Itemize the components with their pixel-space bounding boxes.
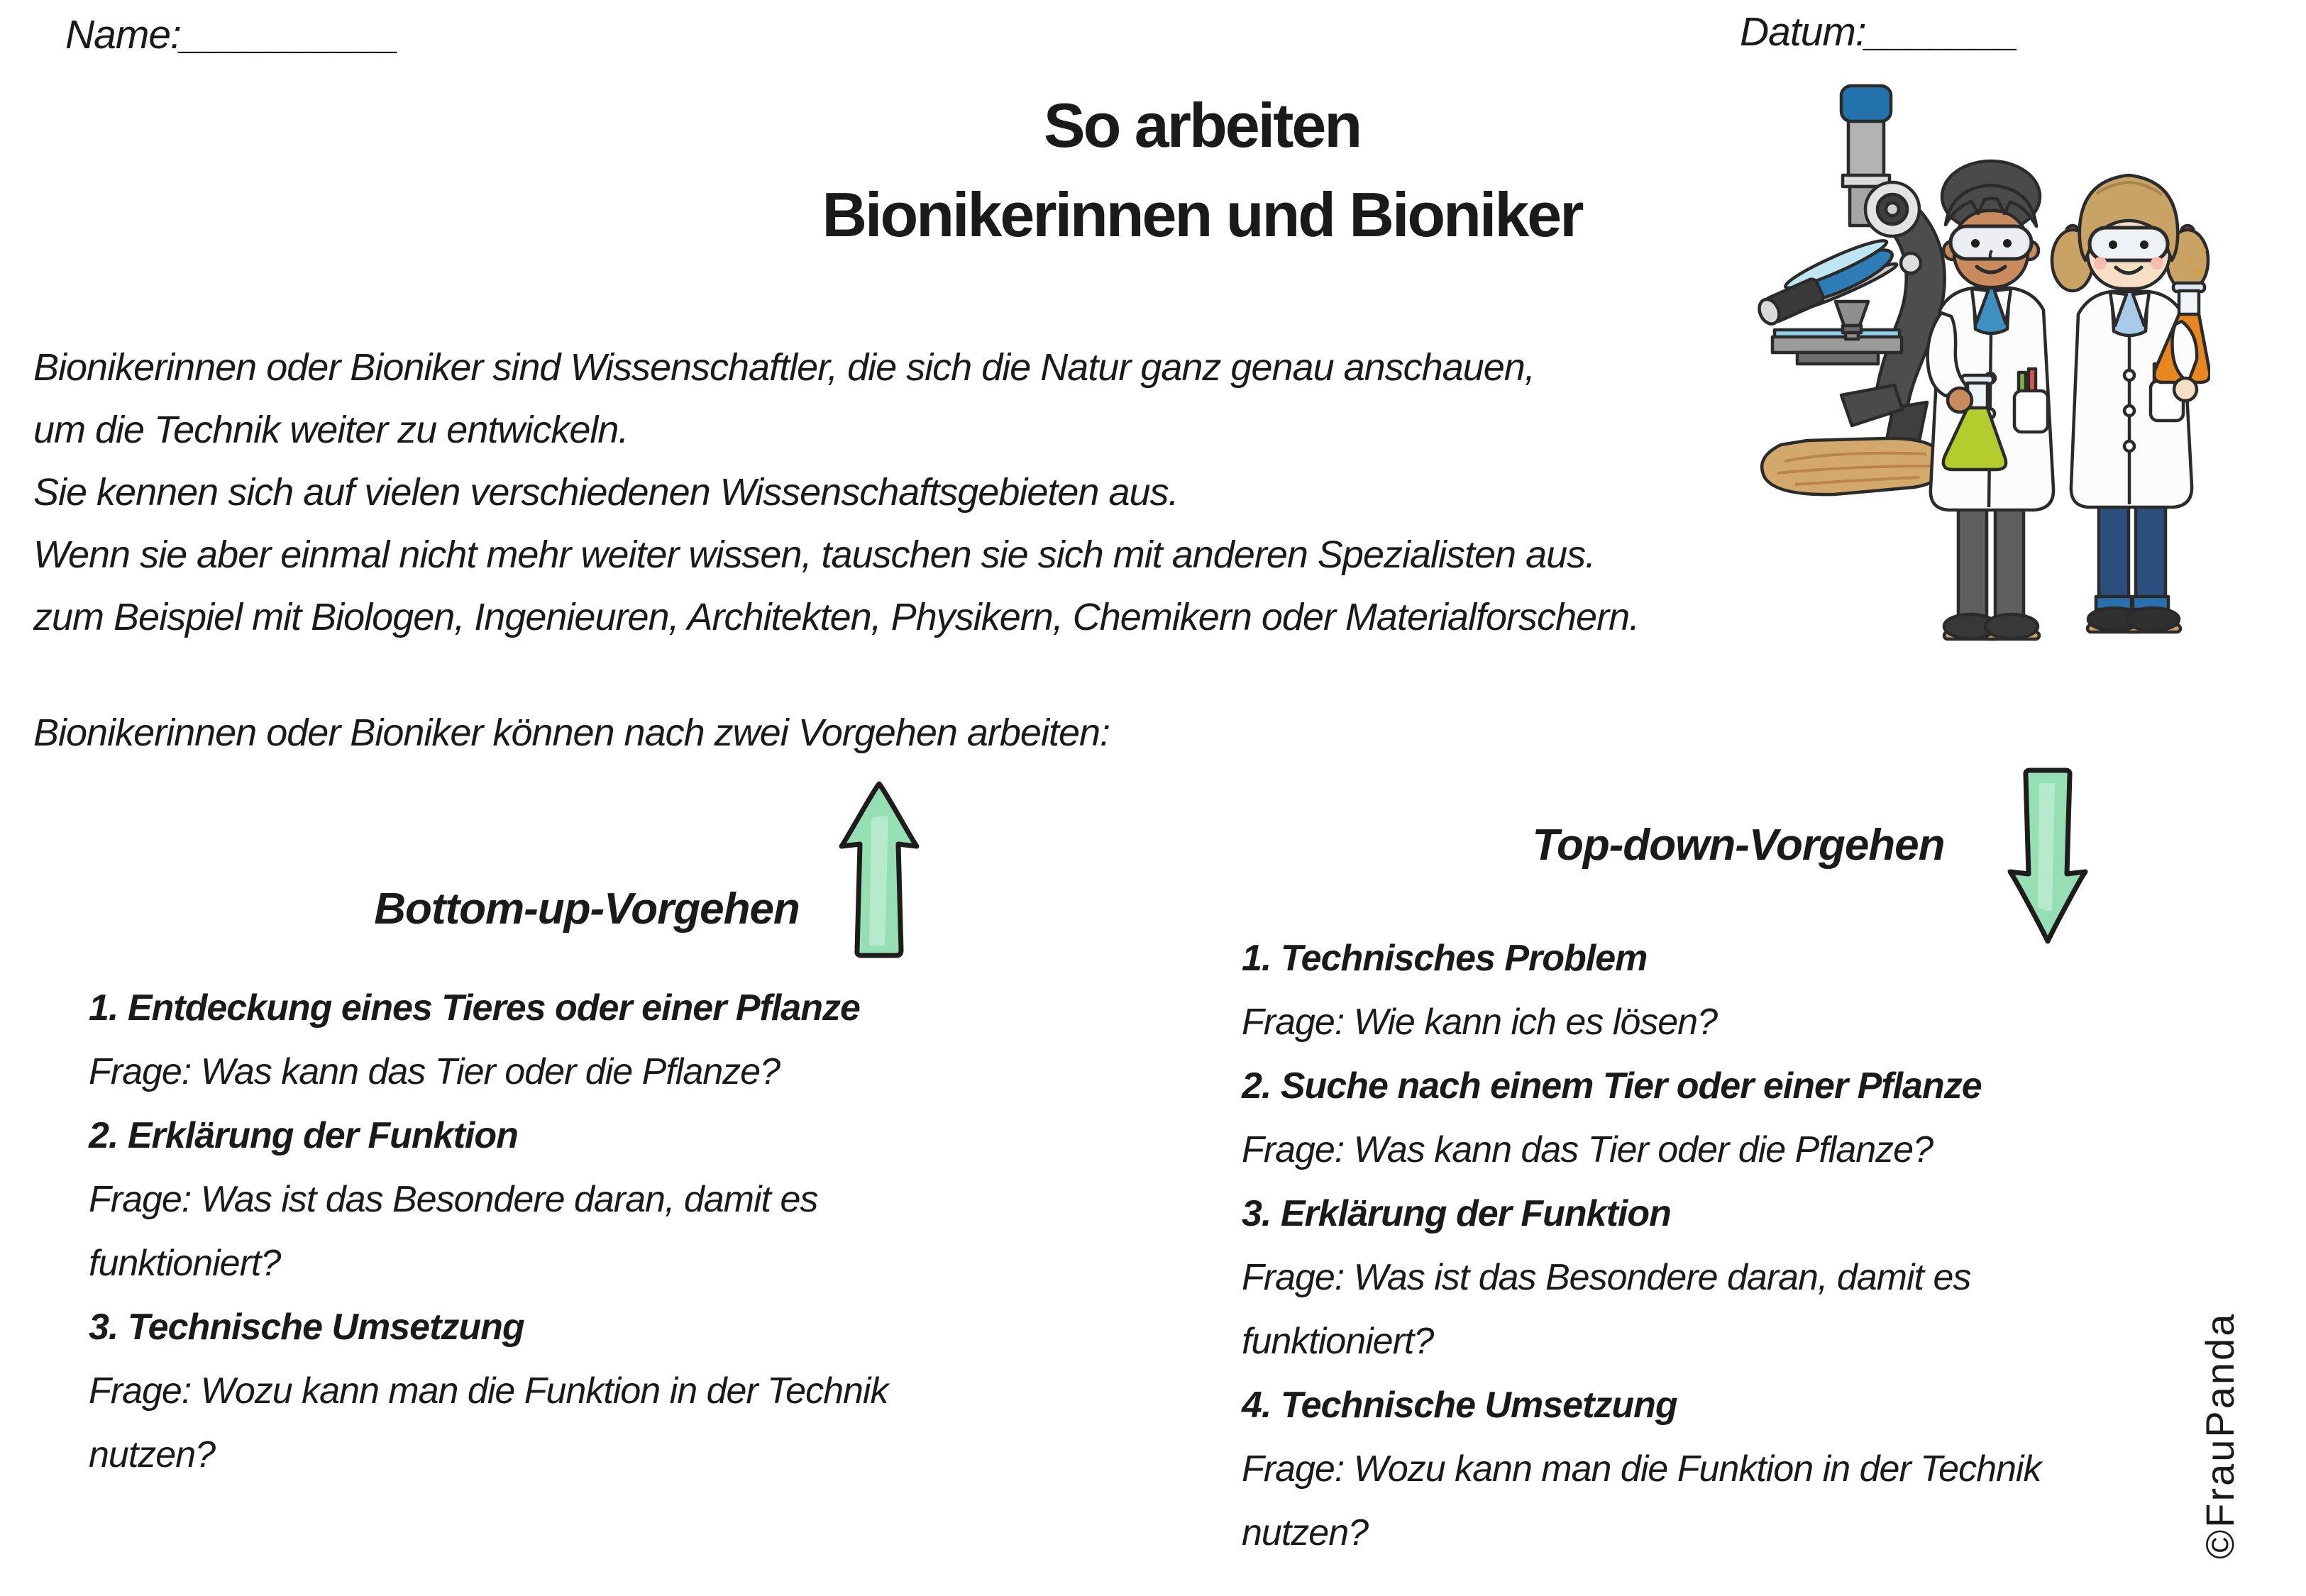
step-label: 3. Erklärung der Funktion [1242, 1193, 1671, 1234]
text-line: Sie kennen sich auf vielen verschiedenen Wissenschaftsgebieten aus. [33, 471, 1179, 514]
text-line: Frage: Wozu kann man die Funktion in der Technik [1242, 1448, 2041, 1490]
step-label: 2. Erklärung der Funktion [89, 1115, 518, 1156]
datum-blank: Datum:_______ [1740, 9, 2019, 55]
name-blank: Name:__________ [65, 12, 399, 57]
intro-paragraph [33, 336, 1639, 648]
girl-scientist [2052, 175, 2210, 632]
watermark-credit: ©FrauPanda [2197, 1312, 2242, 1559]
step-label: 1. Entdeckung eines Tieres oder einer Pflanze [89, 987, 860, 1029]
top-down-heading: Top-down-Vorgehen [1532, 821, 1945, 870]
bottom-up-steps [89, 976, 888, 1487]
up-arrow-icon [832, 779, 926, 962]
step-label: 3. Technische Umsetzung [89, 1307, 524, 1348]
text-line: Bionikerinnen oder Bioniker sind Wissenschaftler, die sich die Natur ganz genau anschauen, [33, 346, 1535, 389]
procedures-intro: Bionikerinnen oder Bioniker können nach zwei Vorgehen arbeiten: [33, 711, 1110, 754]
text-line: Wenn sie aber einmal nicht mehr weiter wissen, tauschen sie sich mit anderen Spezialisten aus. [33, 533, 1596, 576]
bottom-up-heading: Bottom-up-Vorgehen [374, 885, 800, 933]
text-line: nutzen? [1242, 1512, 1369, 1553]
step-label: 2. Suche nach einem Tier oder einer Pflanze [1242, 1065, 1982, 1107]
step-label: 4. Technische Umsetzung [1242, 1385, 1677, 1426]
text-line: funktioniert? [89, 1243, 281, 1284]
text-line: funktioniert? [1242, 1321, 1434, 1362]
text-line: Frage: Was ist das Besondere daran, damit es [89, 1179, 818, 1220]
microscope [1755, 86, 1944, 494]
title-line-2: Bionikerinnen und Bioniker [822, 179, 1582, 250]
worksheet-title [705, 81, 1699, 260]
text-line: Frage: Wozu kann man die Funktion in der Technik [89, 1370, 888, 1412]
text-line: Frage: Wie kann ich es lösen? [1242, 1002, 1718, 1043]
text-line: zum Beispiel mit Biologen, Ingenieuren, Architekten, Physikern, Chemikern oder Materialforschern. [33, 596, 1640, 638]
down-arrow-icon [2001, 766, 2095, 947]
text-line: Frage: Was kann das Tier oder die Pflanze? [1242, 1129, 1933, 1170]
text-line: nutzen? [89, 1434, 216, 1475]
step-label: 1. Technisches Problem [1242, 938, 1648, 979]
text-line: Frage: Was kann das Tier oder die Pflanze? [89, 1051, 780, 1092]
title-line-1: So arbeiten [1043, 90, 1361, 160]
boy-scientist [1928, 161, 2053, 639]
text-line: Frage: Was ist das Besondere daran, damit es [1242, 1257, 1971, 1298]
top-down-steps [1242, 926, 2041, 1565]
text-line: um die Technik weiter zu entwickeln. [33, 409, 629, 451]
scientists-illustration [1728, 74, 2210, 642]
